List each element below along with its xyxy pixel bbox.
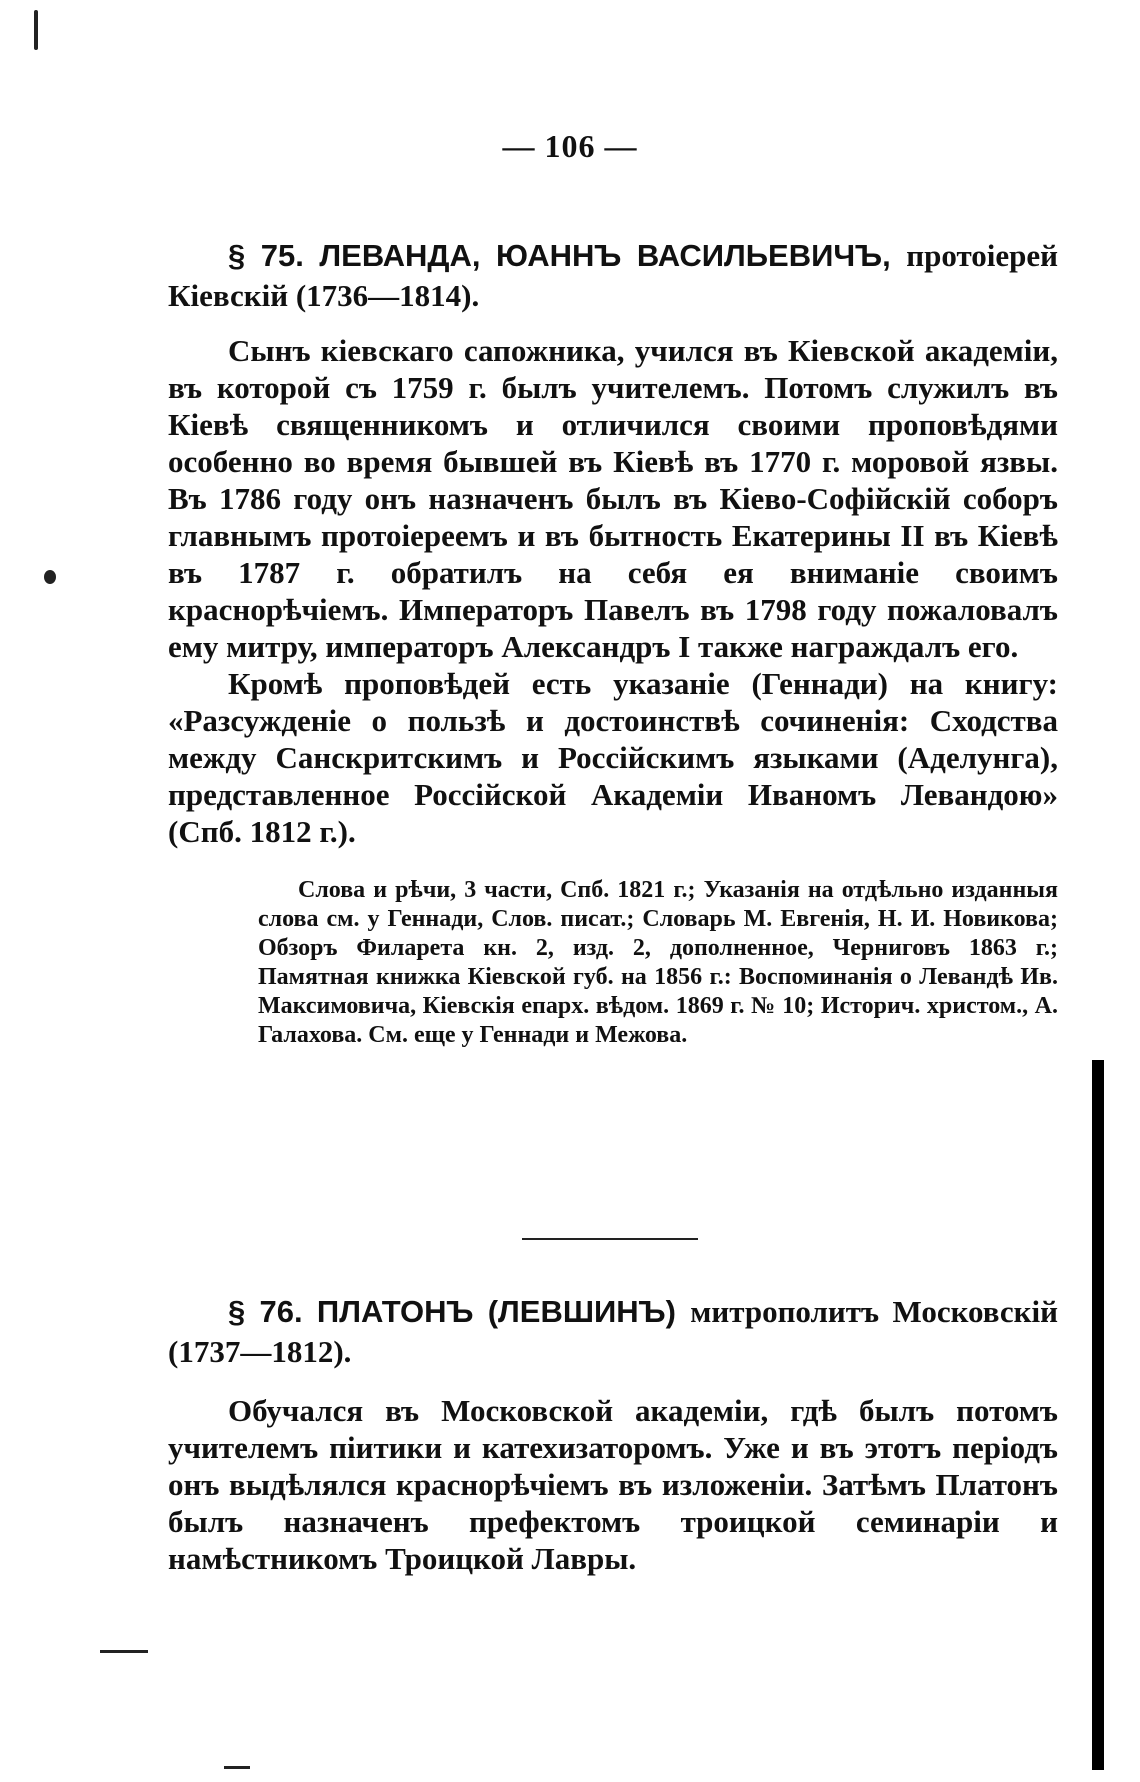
bibliography-note: Слова и рѣчи, 3 части, Спб. 1821 г.; Указанія на отдѣльно изданныя слова см. у Геннади, Слов. писат.; Словарь М. Евгенія, Н. И. Новикова; Обзоръ Филарета кн. 2, изд. 2, дополненное, Черниговъ 1863 г.; Памятная книжка Кіевской губ. на 1856 г.: Воспоминанія о Левандѣ Ив. Максимовича, Кіевскія епарх. вѣдом. 1869 г. № 10; Историч. христом., А. Галахова. См. еще у Геннади и Межова.: [258, 877, 1058, 1048]
section-person-rank: митрополитъ Московскій (1737—1812).: [168, 1294, 1059, 1369]
section-person-rank: протоіерей Кіевскій (1736—1814).: [168, 238, 1059, 313]
scan-speck: [34, 10, 38, 50]
section-person-name: ЛЕВАНДА, ЮАННЪ ВАСИЛЬЕВИЧЪ,: [319, 238, 891, 273]
body-paragraph: Сынъ кіевскаго сапожника, учился въ Кіевской академіи, въ которой съ 1759 г. былъ учителемъ. Потомъ служилъ въ Кіевѣ священникомъ и отличился своими проповѣдями особенно во время бывшей въ Кіевѣ въ 1770 г. моровой язвы. Въ 1786 году онъ назначенъ былъ въ Кіево-Софійскій соборъ главнымъ протоіереемъ и въ бытность Екатерины II въ Кіевѣ въ 1787 г. обратилъ на себя ея вниманіе своимъ краснорѣчіемъ. Императоръ Павелъ въ 1798 году пожаловалъ ему митру, императоръ Александръ I также награждалъ его.: [168, 333, 1058, 664]
section-76: [168, 1292, 1058, 1577]
body-paragraph: Обучался въ Московской академіи, гдѣ былъ потомъ учителемъ пiитики и катехизаторомъ. Уже и въ этотъ періодъ онъ выдѣлялся краснорѣчіемъ въ изложеніи. Затѣмъ Платонъ былъ назначенъ префектомъ троицкой семинаріи и намѣстникомъ Троицкой Лавры.: [168, 1393, 1058, 1576]
section-divider: [522, 1238, 698, 1240]
scan-mark: [100, 1650, 148, 1653]
section-heading: [168, 1292, 1058, 1372]
section-person-name: ПЛАТОНЪ (ЛЕВШИНЪ): [316, 1294, 676, 1329]
section-number: § 75.: [228, 238, 304, 273]
scan-edge-bar: [1092, 1060, 1104, 1770]
section-number: § 76.: [228, 1294, 303, 1329]
body-paragraph: Кромѣ проповѣдей есть указаніе (Геннади) на книгу: «Разсужденіе о пользѣ и достоинствѣ сочиненія: Сходства между Санскритскимъ и Россійскимъ языками (Аделунга), представленное Россійской Академіи Иваномъ Левандою» (Спб. 1812 г.).: [168, 666, 1058, 849]
scan-mark: [224, 1766, 250, 1769]
page-number: — 106 —: [502, 128, 638, 164]
section-75: [168, 236, 1058, 1050]
section-heading: [168, 236, 1058, 316]
scan-speck: [44, 570, 56, 584]
